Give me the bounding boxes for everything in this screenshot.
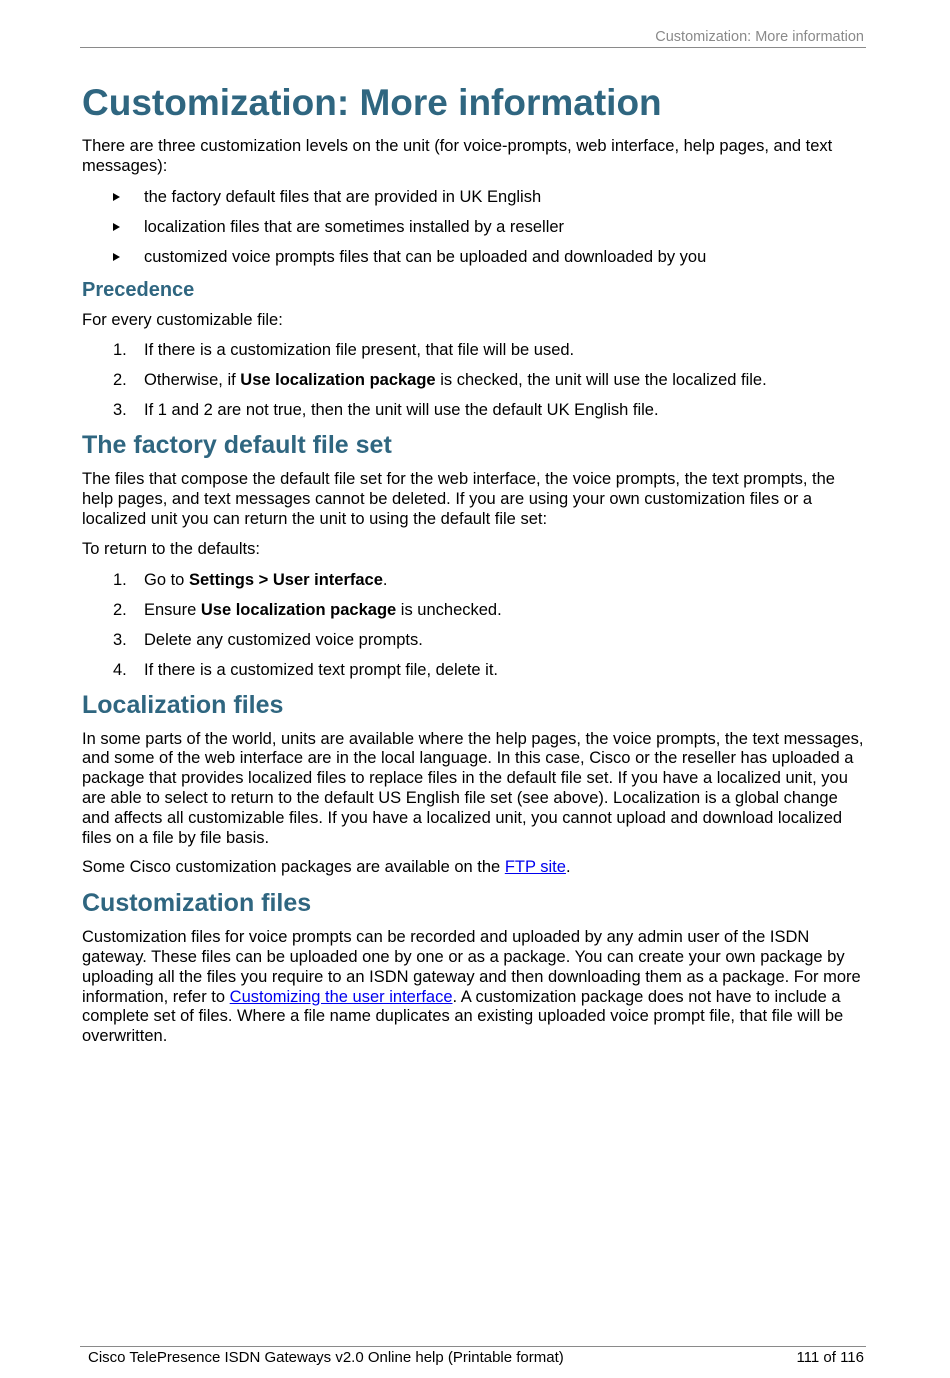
customizing-user-interface-link[interactable]: Customizing the user interface — [229, 987, 453, 1006]
list-item: 2. Ensure Use localization package is unchecked. — [113, 600, 502, 619]
list-item: 4. If there is a customized text prompt file, delete it. — [113, 660, 498, 679]
localization-heading: Localization files — [82, 690, 284, 719]
factory-default-paragraph: The files that compose the default file set for the web interface, the voice prompts, the text prompts, the help pages, and text messages cannot be deleted. If you are using your own customization files or a localized unit you can return the unit to using the default file set: — [82, 470, 835, 528]
list-item: the factory default files that are provided in UK English — [82, 187, 868, 207]
customization-files-heading: Customization files — [82, 889, 312, 918]
page-content — [82, 80, 868, 1057]
precedence-heading: Precedence — [82, 278, 195, 301]
intro-paragraph: There are three customization levels on the unit (for voice-prompts, web interface, help pages, and text messages): — [82, 137, 833, 175]
list-item: localization files that are sometimes installed by a reseller — [82, 217, 868, 237]
customization-levels-list — [82, 187, 868, 267]
customization-files-paragraph: Customization files for voice prompts can be recorded and uploaded by any admin user of the ISDN gateway. These files can be uploaded one by one or as a package. You can create your own package by uploading all the files you require to an ISDN gateway and then downloading them as a package. For more information, refer to Customizing the user interface. A customization package does not have to include a complete set of files. Where a file name duplicates an existing uploaded voice prompt file, that file will be overwritten. — [82, 928, 861, 1046]
list-item: customized voice prompts files that can be uploaded and downloaded by you — [82, 247, 868, 267]
localization-paragraph: In some parts of the world, units are available where the help pages, the voice prompts, the text messages, and some of the web interface are in the local language. In this case, Cisco or the reseller has uploaded a package that provides localized files to replace files in the default file set. If you have a localized unit, you are able to select to return to the default US English file set (see above). Localization is a global change and affects all customizable files. If you have a localized unit, you cannot upload and download localized files on a file by file basis. — [82, 729, 864, 847]
precedence-lead: For every customizable file: — [82, 310, 283, 329]
running-header: Customization: More information — [655, 29, 864, 45]
ftp-paragraph: Some Cisco customization packages are available on the FTP site. — [82, 858, 571, 877]
return-defaults-steps — [82, 570, 868, 680]
list-item: 1. If there is a customization file present, that file will be used. — [113, 341, 575, 360]
list-item: 3. If 1 and 2 are not true, then the unit will use the default UK English file. — [113, 401, 659, 420]
factory-default-lead: To return to the defaults: — [82, 539, 260, 558]
ftp-site-link[interactable]: FTP site — [504, 858, 566, 877]
bullet-arrow-icon — [113, 223, 120, 231]
bullet-arrow-icon — [113, 193, 120, 201]
list-item: 2. Otherwise, if Use localization package is checked, the unit will use the localized file. — [113, 371, 767, 390]
footer-page-number: 111 of 116 — [796, 1349, 864, 1366]
list-item: 3. Delete any customized voice prompts. — [113, 630, 423, 649]
header-divider — [80, 47, 866, 48]
footer-divider — [80, 1346, 866, 1347]
footer-doc-title: Cisco TelePresence ISDN Gateways v2.0 Online help (Printable format) — [88, 1349, 564, 1366]
bullet-arrow-icon — [113, 253, 120, 261]
page-title: Customization: More information — [82, 82, 662, 123]
precedence-steps — [82, 340, 868, 420]
list-item: 1. Go to Settings > User interface. — [113, 570, 388, 589]
factory-default-heading: The factory default file set — [82, 431, 392, 460]
